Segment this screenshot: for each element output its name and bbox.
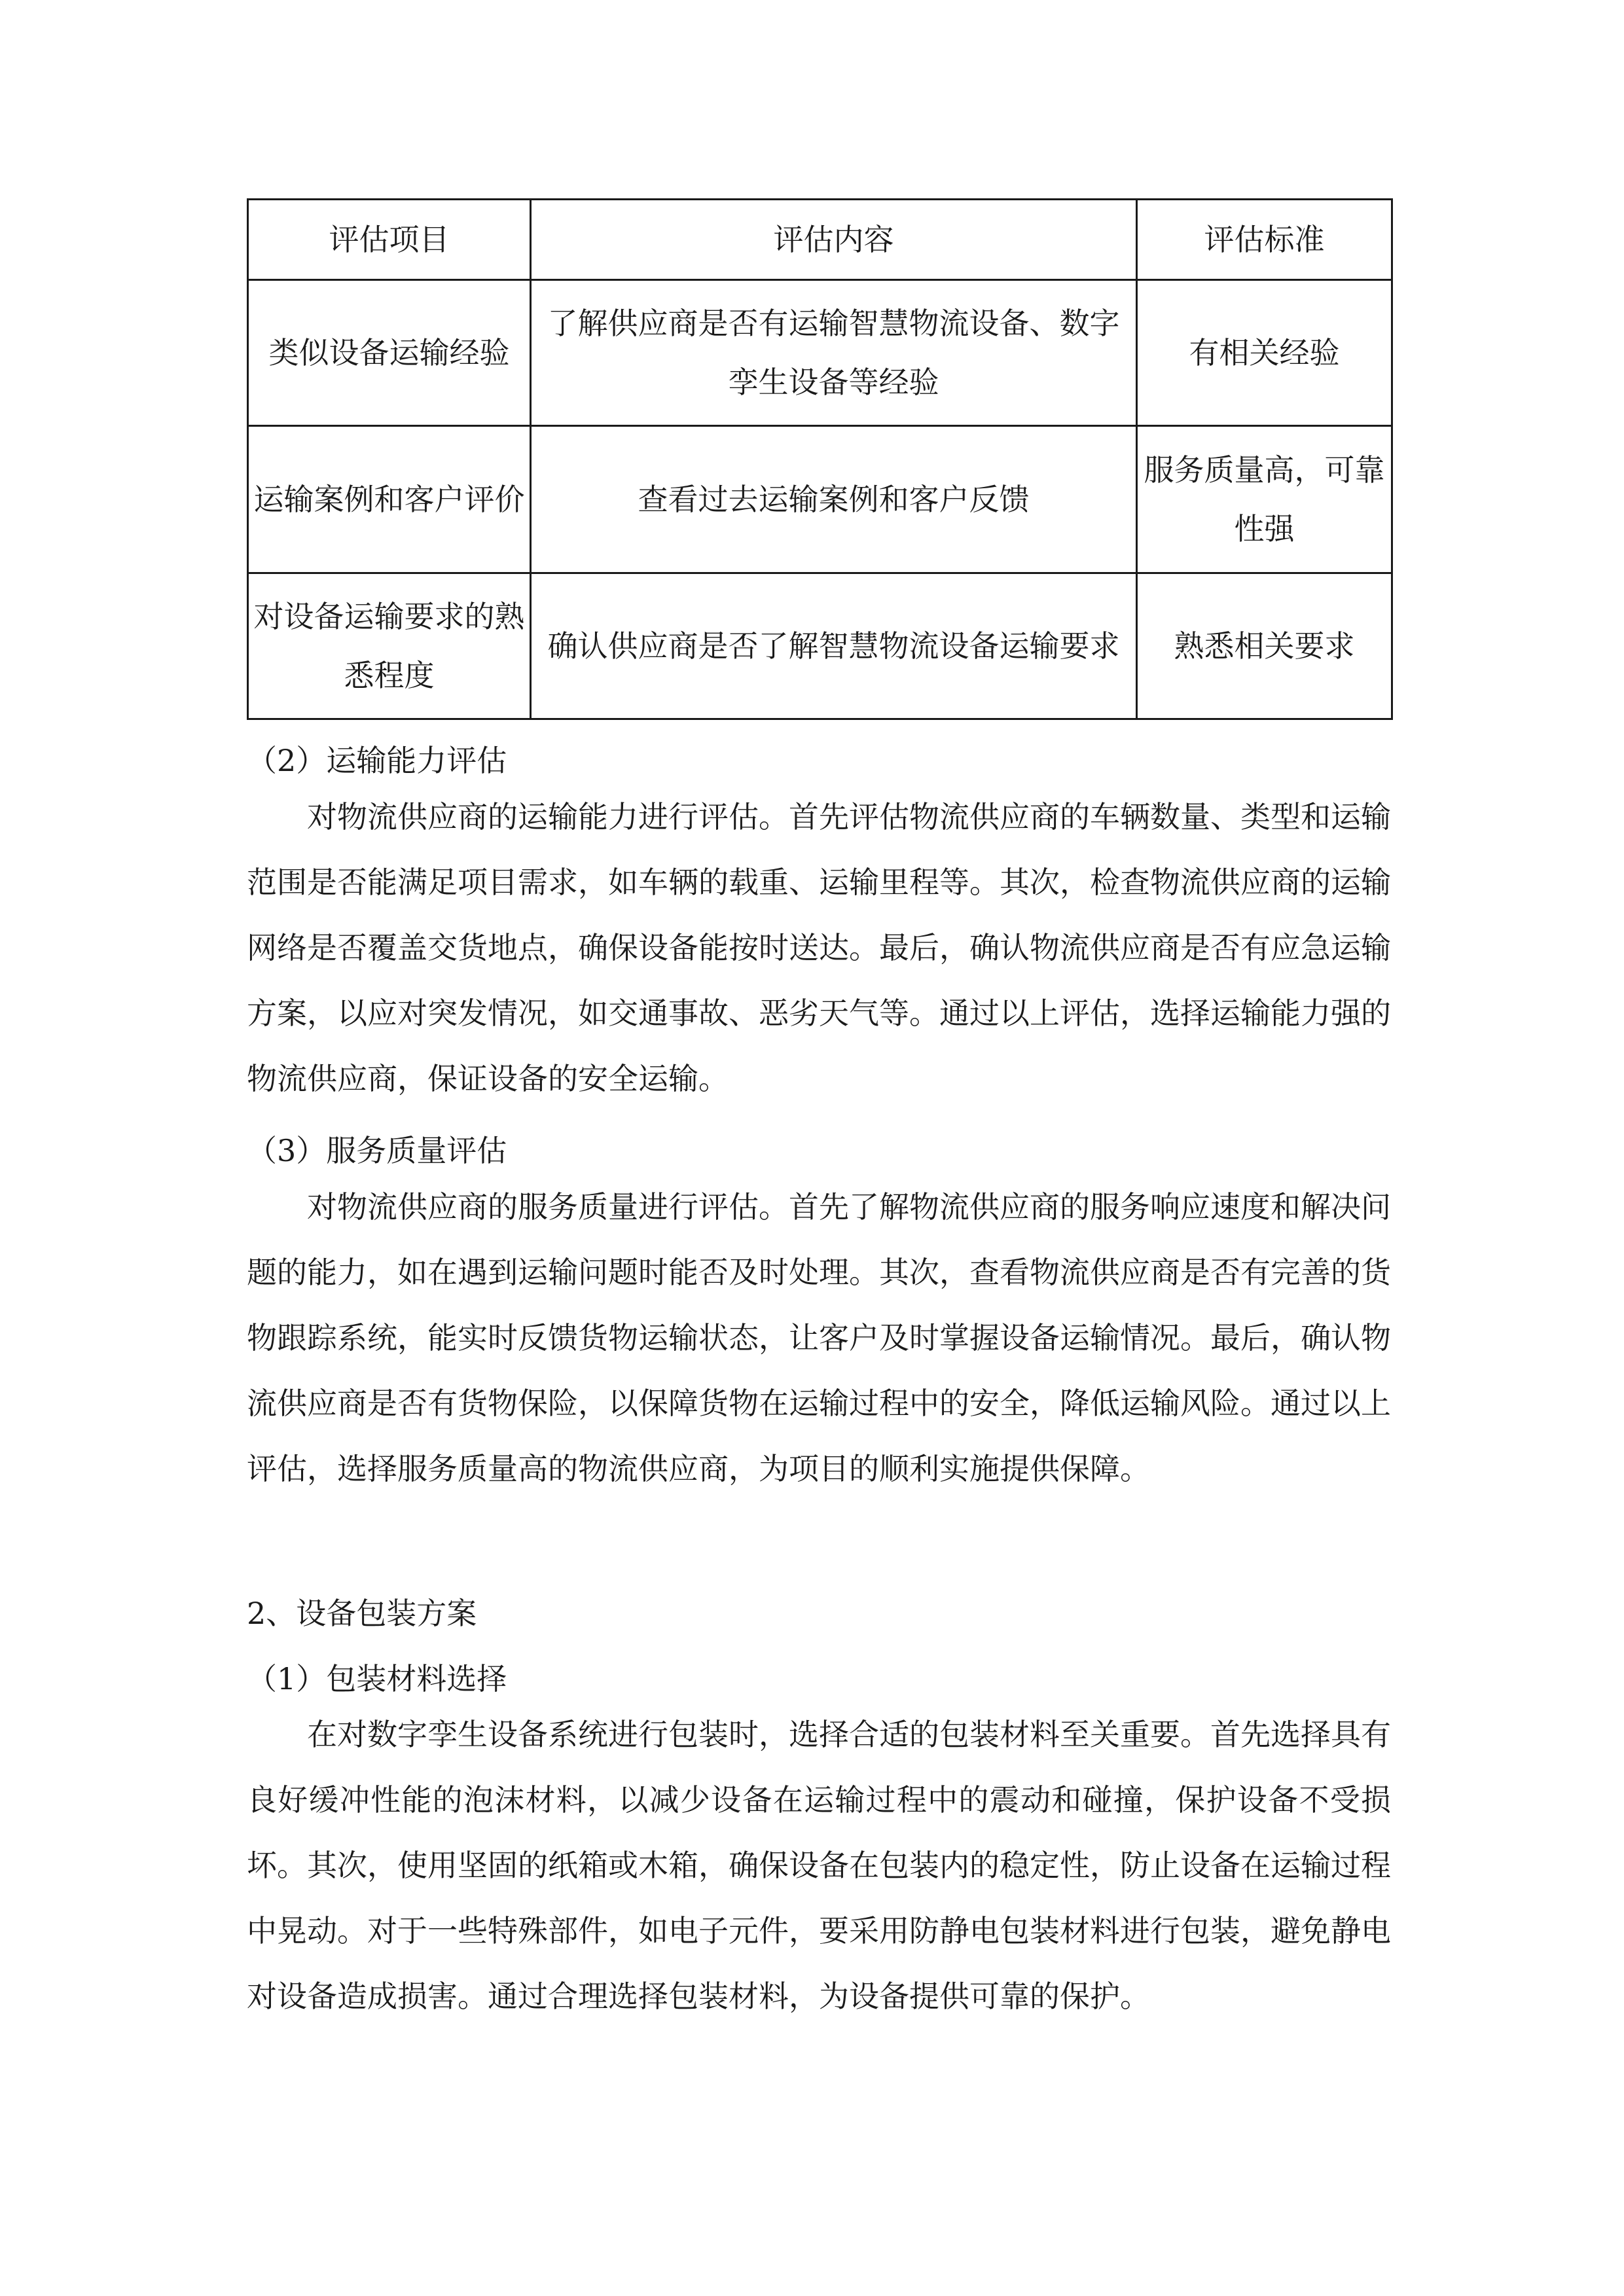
table-cell: 服务质量高，可靠性强 [1137,426,1392,573]
table-row [248,426,1392,573]
table-cell: 对设备运输要求的熟悉程度 [248,573,531,719]
table-cell: 类似设备运输经验 [248,280,531,426]
table-cell: 了解供应商是否有运输智慧物流设备、数字孪生设备等经验 [531,280,1137,426]
paragraph-packaging-material: 在对数字孪生设备系统进行包装时，选择合适的包装材料至关重要。首先选择具有良好缓冲性能的泡沫材料，以减少设备在运输过程中的震动和碰撞，保护设备不受损坏。其次，使用坚固的纸箱或木箱，确保设备在包装内的稳定性，防止设备在运输过程中晃动。对于一些特殊部件，如电子元件，要采用防静电包装材料进行包装，避免静电对设备造成损害。通过合理选择包装材料，为设备提供可靠的保护。 [247,1717,1391,2014]
paragraph-transport-capacity: 对物流供应商的运输能力进行评估。首先评估物流供应商的车辆数量、类型和运输范围是否能满足项目需求，如车辆的载重、运输里程等。其次，检查物流供应商的运输网络是否覆盖交货地点，确保设备能按时送达。最后，确认物流供应商是否有应急运输方案，以应对突发情况，如交通事故、恶劣天气等。通过以上评估，选择运输能力强的物流供应商，保证设备的安全运输。 [247,799,1391,1096]
table-cell: 确认供应商是否了解智慧物流设备运输要求 [531,573,1137,719]
section-heading-packaging-material: （1）包装材料选择 [247,1661,507,1696]
table-header-row [248,200,1392,280]
header-item: 评估项目 [248,200,531,280]
section-heading-transport-capacity: （2）运输能力评估 [247,743,507,778]
table-row [248,280,1392,426]
table-cell: 查看过去运输案例和客户反馈 [531,426,1137,573]
evaluation-table [247,198,1393,720]
table-cell: 运输案例和客户评价 [248,426,531,573]
table-row [248,573,1392,719]
header-standard: 评估标准 [1137,200,1392,280]
table-cell: 有相关经验 [1137,280,1392,426]
section-heading-packaging-plan: 2、设备包装方案 [247,1596,477,1631]
section-heading-service-quality: （3）服务质量评估 [247,1133,507,1168]
paragraph-service-quality: 对物流供应商的服务质量进行评估。首先了解物流供应商的服务响应速度和解决问题的能力，如在遇到运输问题时能否及时处理。其次，查看物流供应商是否有完善的货物跟踪系统，能实时反馈货物运输状态，让客户及时掌握设备运输情况。最后，确认物流供应商是否有货物保险，以保障货物在运输过程中的安全，降低运输风险。通过以上评估，选择服务质量高的物流供应商，为项目的顺利实施提供保障。 [247,1189,1391,1486]
header-content: 评估内容 [531,200,1137,280]
table-cell: 熟悉相关要求 [1137,573,1392,719]
